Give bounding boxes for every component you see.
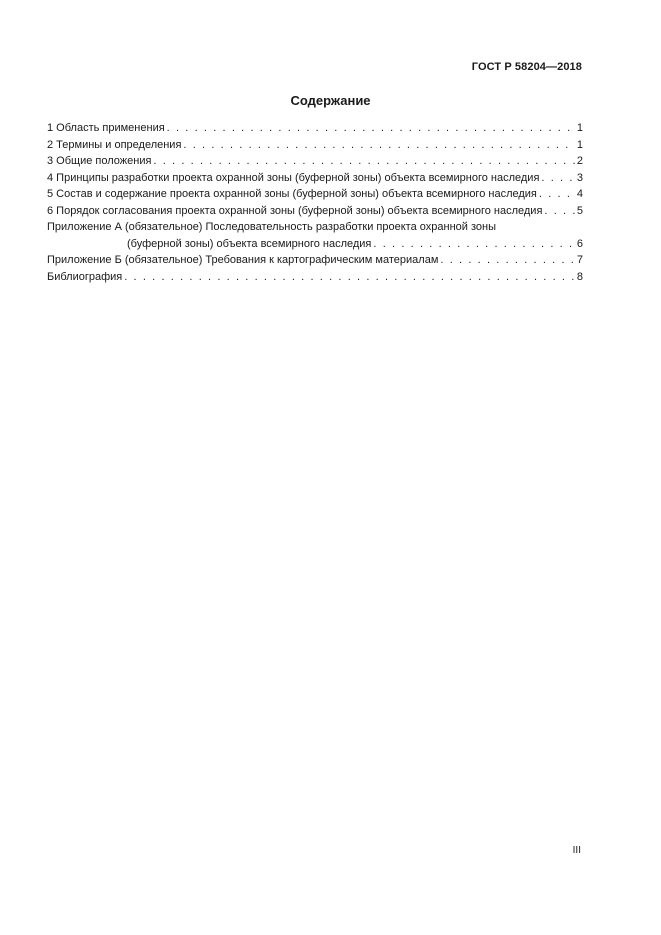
toc-entry-label: 6 Порядок согласования проекта охранной зоны (буферной зоны) объекта всемирного наследия: [47, 204, 543, 217]
toc-entry-page: 7: [576, 254, 583, 266]
document-code: ГОСТ Р 58204—2018: [471, 61, 582, 73]
toc-entry-page: 1: [576, 122, 583, 134]
toc-entry-page: 8: [576, 270, 583, 283]
page-number: III: [572, 845, 581, 856]
toc-entry-label: Приложение А (обязательное) Последовательность разработки проекта охранной зоны: [47, 221, 496, 233]
toc-dot-leader: [544, 203, 574, 220]
toc-dot-leader: [167, 120, 575, 137]
toc-entry-4[interactable]: [47, 170, 583, 187]
toc-entry-appendix-a[interactable]: [47, 219, 583, 252]
toc-entry-page: 2: [576, 155, 583, 167]
toc-dot-leader: [373, 236, 574, 253]
toc-entry-page: 5: [576, 204, 583, 217]
toc-entry-label: 4 Принципы разработки проекта охранной зоны (буферной зоны) объекта всемирного наследия: [47, 171, 540, 184]
toc-entry-appendix-b[interactable]: [47, 252, 583, 269]
toc-entry-bibliography[interactable]: [47, 269, 583, 286]
toc-dot-leader: [124, 269, 575, 286]
toc-title: Содержание: [290, 93, 371, 108]
toc-entry-6[interactable]: [47, 203, 583, 220]
toc-entry-label-continued: (буферной зоны) объекта всемирного наследия: [127, 237, 372, 250]
toc-dot-leader: [183, 137, 574, 154]
toc-entry-continuation: [47, 236, 583, 253]
toc-entry-page: 1: [576, 138, 583, 151]
table-of-contents: [47, 120, 583, 285]
toc-dot-leader: [539, 186, 575, 203]
toc-dot-leader: [541, 170, 574, 187]
toc-entry-label: 2 Термины и определения: [47, 138, 182, 151]
toc-entry-5[interactable]: [47, 186, 583, 203]
toc-entry-label: Приложение Б (обязательное) Требования к картографическим материалам: [47, 254, 439, 266]
toc-entry-label: 5 Состав и содержание проекта охранной зоны (буферной зоны) объекта всемирного наследия: [47, 188, 537, 200]
toc-entry-label: Библиография: [47, 270, 123, 283]
toc-entry-1[interactable]: [47, 120, 583, 137]
toc-entry-label: 1 Область применения: [47, 122, 165, 134]
toc-dot-leader: [153, 153, 574, 170]
toc-entry-page: 4: [576, 188, 583, 200]
toc-entry-2[interactable]: [47, 137, 583, 154]
toc-entry-label: 3 Общие положения: [47, 155, 152, 167]
toc-entry-3[interactable]: [47, 153, 583, 170]
toc-entry-page: 3: [576, 171, 583, 184]
toc-entry-page: 6: [576, 237, 583, 250]
toc-dot-leader: [440, 252, 574, 269]
